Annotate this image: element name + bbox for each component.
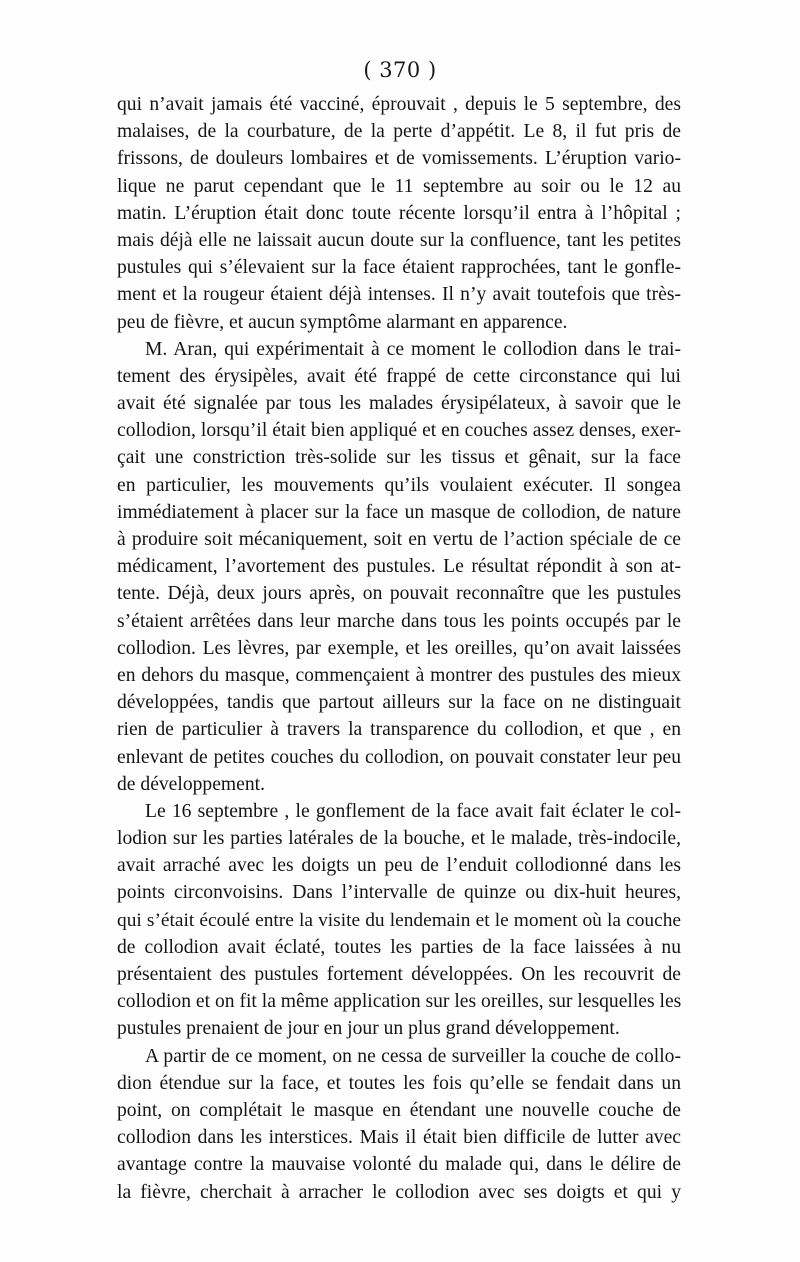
text-line: tente. Déjà, deux jours après, on pouvait reconnaître que les pustules [117, 583, 681, 605]
text-line: M. Aran, qui expérimentait à ce moment le collodion dans le trai- [145, 338, 681, 360]
text-line: enlevant de petites couches du collodion, on pouvait constater leur peu [117, 746, 681, 768]
text-line: avait été signalée par tous les malades érysipélateux, à savoir que le [117, 393, 681, 415]
text-line: ment et la rougeur étaient déjà intenses. Il n’y avait toutefois que très- [117, 284, 681, 306]
text-line: lique ne parut cependant que le 11 septembre au soir ou le 12 au [117, 175, 681, 197]
text-line: la fièvre, cherchait à arracher le collodion avec ses doigts et qui y [117, 1181, 681, 1203]
text-line: en dehors du masque, commençaient à montrer des pustules des mieux [117, 664, 681, 686]
text-line: présentaient des pustules fortement développées. On les recouvrit de [117, 964, 681, 985]
text-line: malaises, de la courbature, de la perte d’appétit. Le 8, il fut pris de [117, 121, 681, 143]
text-line: collodion. Les lèvres, par exemple, et les oreilles, qu’on avait laissées [117, 637, 681, 659]
text-line: développées, tandis que partout ailleurs sur la face on ne distinguait [117, 692, 681, 714]
text-line: avantage contre la mauvaise volonté du malade qui, dans le délire de [117, 1154, 681, 1176]
text-line: qui s’était écoulé entre la visite du lendemain et le moment où la couche [117, 909, 681, 931]
text-line: immédiatement à placer sur la face un masque de collodion, de nature [117, 501, 681, 523]
page-number: ( 370 ) [363, 58, 437, 82]
text-line: rien de particulier à travers la transparence du collodion, et que , en [117, 719, 681, 741]
text-line: points circonvoisins. Dans l’intervalle de quinze ou dix-huit heures, [117, 882, 681, 904]
text-line: A partir de ce moment, on ne cessa de surveiller la couche de collo- [145, 1045, 681, 1067]
body-text [117, 91, 681, 1206]
text-line: avait arraché avec les doigts un peu de l’enduit collodionné dans les [117, 855, 681, 877]
text-line: de développement. [117, 773, 265, 795]
text-line: collodion et on fit la même application sur les oreilles, sur lesquelles les [117, 991, 682, 1013]
text-line: mais déjà elle ne laissait aucun doute sur la confluence, tant les petites [117, 229, 681, 251]
text-line: à produire soit mécaniquement, soit en vertu de l’action spéciale de ce [117, 529, 681, 550]
text-line: s’étaient arrêtées dans leur marche dans tous les points occupés par le [117, 610, 681, 632]
text-line: pustules prenaient de jour en jour un plus grand développement. [117, 1018, 620, 1040]
text-line: qui n’avait jamais été vacciné, éprouvait , depuis le 5 septembre, des [117, 94, 681, 115]
text-line: point, on complétait le masque en étendant une nouvelle couche de [117, 1099, 681, 1121]
text-line: lodion sur les parties latérales de la bouche, et le malade, très-indocile, [117, 828, 681, 850]
text-line: collodion, lorsqu’il était bien appliqué et en couches assez denses, exer- [117, 420, 681, 442]
text-line: frissons, de douleurs lombaires et de vomissements. L’éruption vario- [117, 148, 681, 170]
text-line: en particulier, les mouvements qu’ils voulaient exécuter. Il songea [117, 474, 681, 496]
text-line: tement des érysipèles, avait été frappé de cette circonstance qui lui [117, 365, 681, 387]
text-line: de collodion avait éclaté, toutes les parties de la face laissées à nu [117, 936, 681, 958]
text-line: peu de fièvre, et aucun symptôme alarmant en apparence. [117, 311, 568, 333]
text-line: dion étendue sur la face, et toutes les fois qu’elle se fendait dans un [117, 1072, 681, 1094]
text-line: çait une constriction très-solide sur les tissus et gênait, sur la face [117, 447, 681, 469]
text-line: matin. L’éruption était donc toute récente lorsqu’il entra à l’hôpital ; [117, 202, 681, 224]
text-line: médicament, l’avortement des pustules. Le résultat répondit à son at- [117, 556, 681, 578]
text-line: Le 16 septembre , le gonflement de la face avait fait éclater le col- [145, 800, 681, 822]
text-line: collodion dans les interstices. Mais il était bien difficile de lutter avec [117, 1127, 681, 1149]
text-line: pustules qui s’élevaient sur la face étaient rapprochées, tant le gonfle- [117, 257, 681, 279]
